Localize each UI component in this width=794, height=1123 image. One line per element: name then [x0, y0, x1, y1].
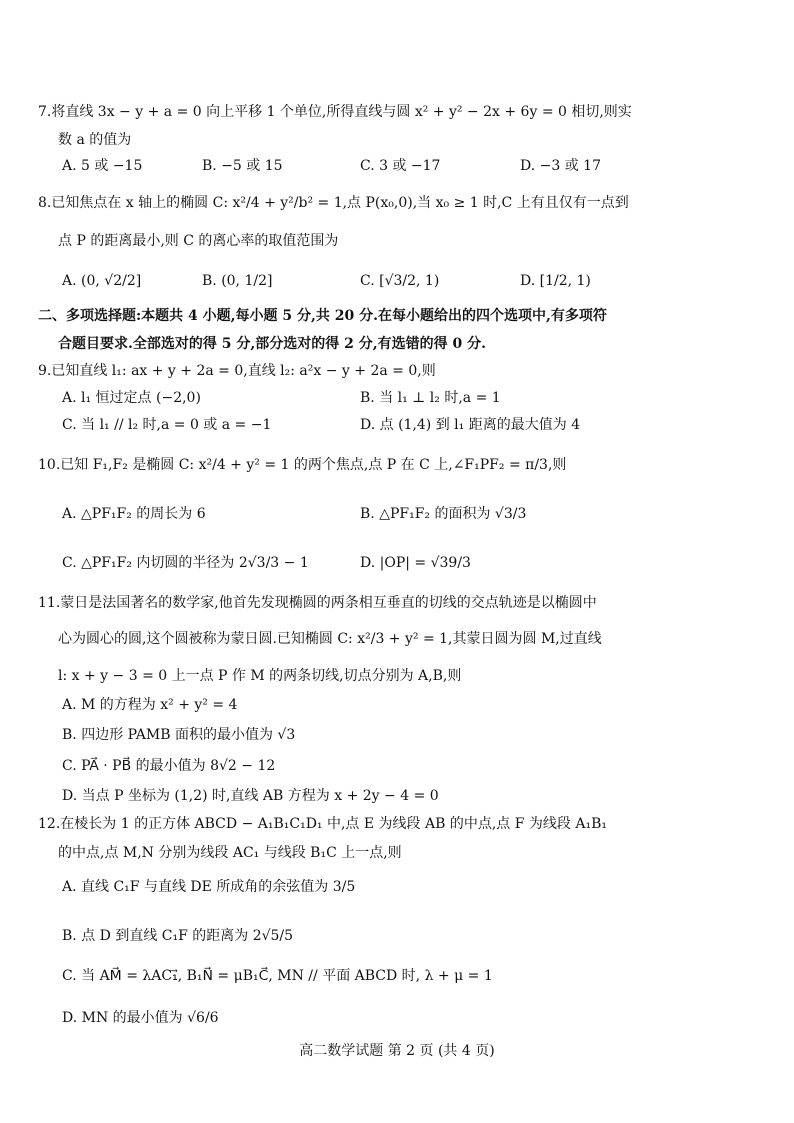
q7-option-a: A. 5 或 −15 — [62, 158, 143, 174]
q12-option-d: D. MN 的最小值为 √6/6 — [62, 1010, 219, 1026]
q7-option-b: B. −5 或 15 — [202, 158, 283, 174]
section2-heading-line1: 二、多项选择题:本题共 4 小题,每小题 5 分,共 20 分.在每小题给出的四个选项中,有多项符 — [38, 308, 607, 324]
q8-option-a: A. (0, √2/2] — [62, 273, 142, 289]
q11-option-c: C. PA⃗ · PB⃗ 的最小值为 8√2 − 12 — [62, 758, 276, 774]
q10-option-c: C. △PF₁F₂ 内切圆的半径为 2√3/3 − 1 — [62, 555, 309, 571]
q12-option-c: C. 当 AM⃗ = λAC₁⃗, B₁N⃗ = μB₁C⃗, MN // 平面 ABCD 时, λ + μ = 1 — [62, 968, 493, 984]
q8-option-b: B. (0, 1/2] — [202, 273, 273, 289]
q11-stem-line2: 心为圆心的圆,这个圆被称为蒙日圆.已知椭圆 C: x²/3 + y² = 1,其蒙日圆为圆 M,过直线 — [58, 631, 602, 647]
q10-option-d: D. |OP| = √39/3 — [360, 555, 471, 571]
q10-option-a: A. △PF₁F₂ 的周长为 6 — [62, 506, 206, 522]
q9-option-b: B. 当 l₁ ⊥ l₂ 时,a = 1 — [360, 390, 501, 406]
q8-option-d: D. [1/2, 1) — [520, 273, 591, 289]
q11-option-d: D. 当点 P 坐标为 (1,2) 时,直线 AB 方程为 x + 2y − 4 = 0 — [62, 788, 439, 804]
q7-option-c: C. 3 或 −17 — [360, 158, 441, 174]
q9-option-d: D. 点 (1,4) 到 l₁ 距离的最大值为 4 — [360, 417, 581, 433]
q11-option-a: A. M 的方程为 x² + y² = 4 — [62, 697, 238, 713]
q7-option-d: D. −3 或 17 — [520, 158, 601, 174]
q8-option-c: C. [√3/2, 1) — [360, 273, 440, 289]
q9-option-a: A. l₁ 恒过定点 (−2,0) — [62, 390, 201, 406]
q12-stem-line2: 的中点,点 M,N 分别为线段 AC₁ 与线段 B₁C 上一点,则 — [58, 845, 402, 861]
section2-heading-line2: 合题目要求.全部选对的得 5 分,部分选对的得 2 分,有选错的得 0 分. — [58, 336, 486, 352]
q11-stem-line1: 11.蒙日是法国著名的数学家,他首先发现椭圆的两条相互垂直的切线的交点轨迹是以椭圆中 — [38, 595, 597, 611]
q11-stem-line3: l: x + y − 3 = 0 上一点 P 作 M 的两条切线,切点分别为 A,B,则 — [58, 668, 462, 684]
q10-option-b: B. △PF₁F₂ 的面积为 √3/3 — [360, 506, 527, 522]
page-footer: 高二数学试题 第 2 页 (共 4 页) — [299, 1043, 495, 1059]
q12-stem-line1: 12.在棱长为 1 的正方体 ABCD − A₁B₁C₁D₁ 中,点 E 为线段 AB 的中点,点 F 为线段 A₁B₁ — [38, 816, 607, 832]
q9-option-c: C. 当 l₁ // l₂ 时,a = 0 或 a = −1 — [62, 417, 272, 433]
q10-stem: 10.已知 F₁,F₂ 是椭圆 C: x²/4 + y² = 1 的两个焦点,点 P 在 C 上,∠F₁PF₂ = π/3,则 — [38, 457, 567, 473]
q8-stem-line2: 点 P 的距离最小,则 C 的离心率的取值范围为 — [58, 233, 339, 249]
q7-stem-line2: 数 a 的值为 — [58, 132, 132, 148]
q11-option-b: B. 四边形 PAMB 面积的最小值为 √3 — [62, 727, 296, 743]
q7-stem-line1: 7.将直线 3x − y + a = 0 向上平移 1 个单位,所得直线与圆 x² + y² − 2x + 6y = 0 相切,则实 — [38, 104, 632, 120]
q12-option-a: A. 直线 C₁F 与直线 DE 所成角的余弦值为 3/5 — [62, 879, 356, 895]
q9-stem: 9.已知直线 l₁: ax + y + 2a = 0,直线 l₂: a²x − y + 2a = 0,则 — [38, 363, 436, 379]
q8-stem-line1: 8.已知焦点在 x 轴上的椭圆 C: x²/4 + y²/b² = 1,点 P(x₀,0),当 x₀ ≥ 1 时,C 上有且仅有一点到 — [38, 195, 629, 211]
q12-option-b: B. 点 D 到直线 C₁F 的距离为 2√5/5 — [62, 928, 294, 944]
